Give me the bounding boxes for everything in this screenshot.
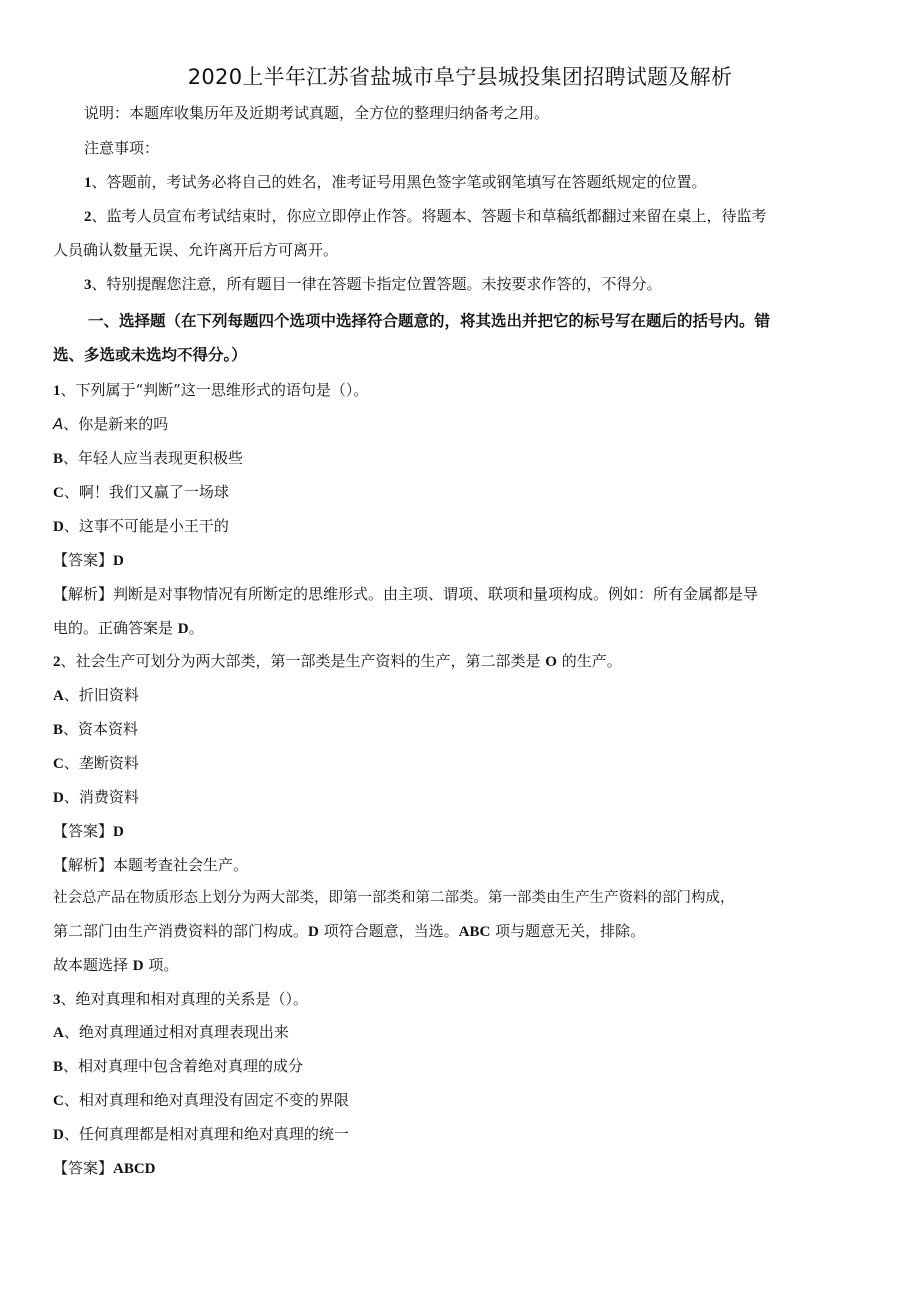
question-1-answer: 【答案】D — [53, 551, 124, 569]
question-3-option-d: D、任何真理都是相对真理和绝对真理的统一 — [53, 1125, 349, 1143]
note-1: 1、答题前，考试务必将自己的姓名，准考证号用黑色签字笔或钢笔填写在答题纸规定的位置。 — [84, 173, 707, 191]
note-2-continued: 人员确认数量无误、允许离开后方可离开。 — [53, 241, 339, 259]
question-1-option-b: B、年轻人应当表现更积极些 — [53, 449, 244, 467]
question-2-analysis-para-3: 故本题选择 D 项。 — [53, 956, 179, 974]
question-1-analysis: 【解析】判断是对事物情况有所断定的思维形式。由主项、谓项、联项和量项构成。例如：所有金属都是导 — [53, 585, 759, 603]
question-3-option-a: A、绝对真理通过相对真理表现出来 — [53, 1023, 289, 1041]
question-1-stem: 1、下列属于“判断”这一思维形式的语句是（）。 — [53, 381, 369, 399]
question-1-option-a: A、你是新来的吗 — [53, 415, 169, 433]
question-2-option-c: C、垄断资料 — [53, 754, 139, 772]
question-1-option-d: D、这事不可能是小王干的 — [53, 517, 229, 535]
note-2: 2、监考人员宣布考试结束时，你应立即停止作答。将题本、答题卡和草稿纸都翻过来留在桌上，待监考 — [84, 207, 767, 225]
note-3: 3、特别提醒您注意，所有题目一律在答题卡指定位置答题。未按要求作答的，不得分。 — [84, 275, 662, 293]
question-2-option-b: B、资本资料 — [53, 720, 139, 738]
question-3-answer: 【答案】ABCD — [53, 1159, 156, 1177]
section-heading: 一、选择题（在下列每题四个选项中选择符合题意的，将其选出并把它的标号写在题后的括号内。错 — [88, 312, 771, 330]
question-2-answer: 【答案】D — [53, 822, 124, 840]
question-3-stem: 3、绝对真理和相对真理的关系是（）。 — [53, 990, 309, 1008]
question-2-analysis: 【解析】本题考查社会生产。 — [53, 856, 249, 874]
question-1-analysis-continued: 电的。正确答案是 D。 — [53, 619, 204, 637]
question-2-option-d: D、消费资料 — [53, 788, 139, 806]
document-title: 2020上半年江苏省盐城市阜宁县城投集团招聘试题及解析 — [187, 65, 733, 89]
question-2-analysis-para-2: 第二部门由生产消费资料的部门构成。D 项符合题意，当选。ABC 项与题意无关，排除。 — [53, 922, 646, 940]
question-1-option-c: C、啊！我们又赢了一场球 — [53, 483, 229, 501]
notes-heading: 注意事项： — [84, 139, 160, 157]
question-2-stem: 2、社会生产可划分为两大部类，第一部类是生产资料的生产，第二部类是 O 的生产。 — [53, 652, 622, 670]
question-2-analysis-para-1: 社会总产品在物质形态上划分为两大部类，即第一部类和第二部类。第一部类由生产生产资料的部门构成， — [53, 890, 735, 906]
question-3-option-c: C、相对真理和绝对真理没有固定不变的界限 — [53, 1091, 349, 1109]
intro-text: 说明：本题库收集历年及近期考试真题，全方位的整理归纳备考之用。 — [84, 104, 550, 122]
question-3-option-b: B、相对真理中包含着绝对真理的成分 — [53, 1057, 304, 1075]
question-2-option-a: A、折旧资料 — [53, 686, 139, 704]
section-heading-continued: 选、多选或未选均不得分。） — [53, 346, 247, 364]
